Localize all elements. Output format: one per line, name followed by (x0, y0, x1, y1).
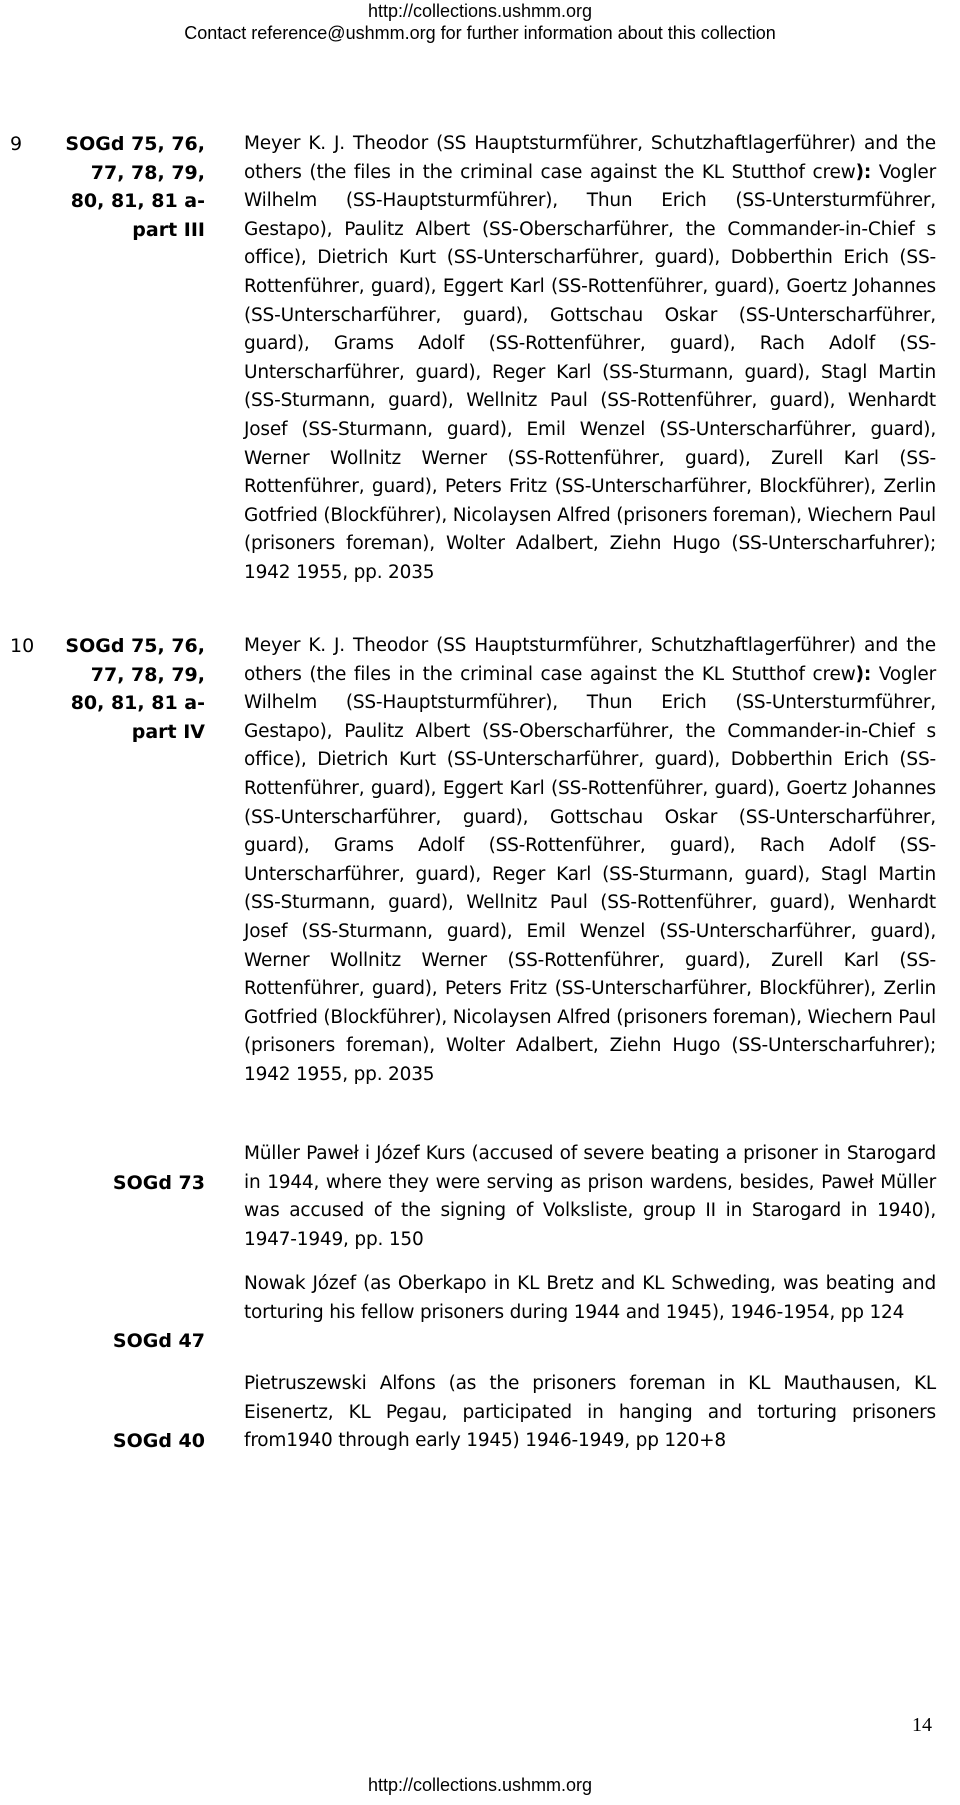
entry-row-10 (0, 632, 960, 1132)
ref-line: 80, 81, 81 a- (70, 692, 205, 715)
page-header (0, 0, 960, 44)
ref-line: part IV (131, 720, 205, 743)
entry-text-start: Meyer K. J. Theodor (SS Hauptsturmführer, Schutzhaftlagerführer) and the others (the files in the criminal case against the KL Stutthof crew (244, 133, 936, 183)
entry-text-rest: Vogler Wilhelm (SS-Hauptsturmführer), Thun Erich (SS-Untersturmführer, Gestapo), Paulitz Albert (SS-Oberscharführer, the Commander-in-Chief s office), Dietrich Kurt (SS-Unterscharführer, guard), Dobberthin Erich (SS-Rottenführer, guard), Eggert Karl (SS-Rottenführer, guard), Goertz Johannes (SS-Unterscharführer, guard), Gottschau Oskar (SS-Unterscharführer, guard), Grams Adolf (SS-Rottenführer, guard), Rach Adolf (SS-Unterscharführer, guard), Reger Karl (SS-Sturmann, guard), Stagl Martin (SS-Sturmann, guard), Wellnitz Paul (SS-Rottenführer, guard), Wenhardt Josef (SS-Sturmann, guard), Emil Wenzel (SS-Unterscharführer, guard), Werner Wollnitz Werner (SS-Rottenführer, guard), Zurell Karl (SS-Rottenführer, guard), Peters Fritz (SS-Unterscharführer, Blockführer), Zerlin Gotfried (Blockführer), Nicolaysen Alfred (prisoners foreman), Wiechern Paul (prisoners foreman), Wolter Adalbert, Ziehn Hugo (SS-Unterscharfuhrer); 1942 1955, pp. 2035 (244, 161, 936, 583)
entry-description (244, 1140, 936, 1254)
entry-text-bold: ): (855, 161, 872, 183)
ref-line: 77, 78, 79, (90, 663, 205, 686)
entry-description (244, 130, 936, 588)
header-url: http://collections.ushmm.org (367, 1, 593, 21)
entry-text: Müller Paweł i Józef Kurs (accused of severe beating a prisoner in Starogard in 1944, where they were serving as prison wardens, besides, Paweł Müller was accused of the signing of Volksliste, group II in Starogard in 1940), 1947-1949, pp. 150 (244, 1143, 936, 1250)
entry-text: Nowak Józef (as Oberkapo in KL Bretz and KL Schweding, was beating and torturing his fellow prisoners during 1944 and 1945), 1946-1954, pp 124 (244, 1273, 936, 1323)
entry-description (244, 632, 936, 1090)
entry-text: Pietruszewski Alfons (as the prisoners foreman in KL Mauthausen, KL Eisenertz, KL Pegau, participated in hanging and torturing prisoners from1940 through early 1945) 1946-1949, pp 120+8 (244, 1373, 936, 1452)
ref-line: SOGd 75, 76, (65, 635, 205, 657)
header-contact-line: Contact reference@ushmm.org for further information about this collection (184, 23, 776, 43)
page-number: 14 (912, 1714, 932, 1736)
entry-text-bold: ): (855, 663, 872, 685)
ref-line: 80, 81, 81 a- (70, 190, 205, 213)
entry-text-rest: Vogler Wilhelm (SS-Hauptsturmführer), Thun Erich (SS-Untersturmführer, Gestapo), Paulitz Albert (SS-Oberscharführer, the Commander-in-Chief s office), Dietrich Kurt (SS-Unterscharführer, guard), Dobberthin Erich (SS-Rottenführer, guard), Eggert Karl (SS-Rottenführer, guard), Goertz Johannes (SS-Unterscharführer, guard), Gottschau Oskar (SS-Unterscharführer, guard), Grams Adolf (SS-Rottenführer, guard), Rach Adolf (SS-Unterscharführer, guard), Reger Karl (SS-Sturmann, guard), Stagl Martin (SS-Sturmann, guard), Wellnitz Paul (SS-Rottenführer, guard), Wenhardt Josef (SS-Sturmann, guard), Emil Wenzel (SS-Unterscharführer, guard), Werner Wollnitz Werner (SS-Rottenführer, guard), Zurell Karl (SS-Rottenführer, guard), Peters Fritz (SS-Unterscharführer, Blockführer), Zerlin Gotfried (Blockführer), Nicolaysen Alfred (prisoners foreman), Wiechern Paul (prisoners foreman), Wolter Adalbert, Ziehn Hugo (SS-Unterscharfuhrer); 1942 1955, pp. 2035 (244, 663, 936, 1085)
entry-row-sogd-47 (0, 1270, 960, 1360)
entry-row-sogd-73 (0, 1140, 960, 1260)
entry-row-9 (0, 130, 960, 630)
ref-line: 77, 78, 79, (90, 161, 205, 184)
entry-row-sogd-40 (0, 1370, 960, 1460)
ref-line: SOGd 73 (112, 1171, 205, 1194)
ref-line: SOGd 47 (112, 1330, 205, 1353)
entry-text (244, 632, 936, 1090)
ref-line: SOGd 40 (112, 1430, 205, 1453)
page-footer (0, 1774, 960, 1796)
entry-number: 10 (10, 635, 35, 657)
entry-number: 9 (10, 133, 23, 155)
ref-line: SOGd 75, 76, (65, 133, 205, 155)
ref-line: part III (132, 218, 205, 241)
entry-text (244, 130, 936, 588)
entry-description (244, 1370, 936, 1456)
footer-url: http://collections.ushmm.org (367, 1775, 593, 1795)
entry-description (244, 1270, 936, 1327)
entry-text-start: Meyer K. J. Theodor (SS Hauptsturmführer, Schutzhaftlagerführer) and the others (the files in the criminal case against the KL Stutthof crew (244, 635, 936, 685)
